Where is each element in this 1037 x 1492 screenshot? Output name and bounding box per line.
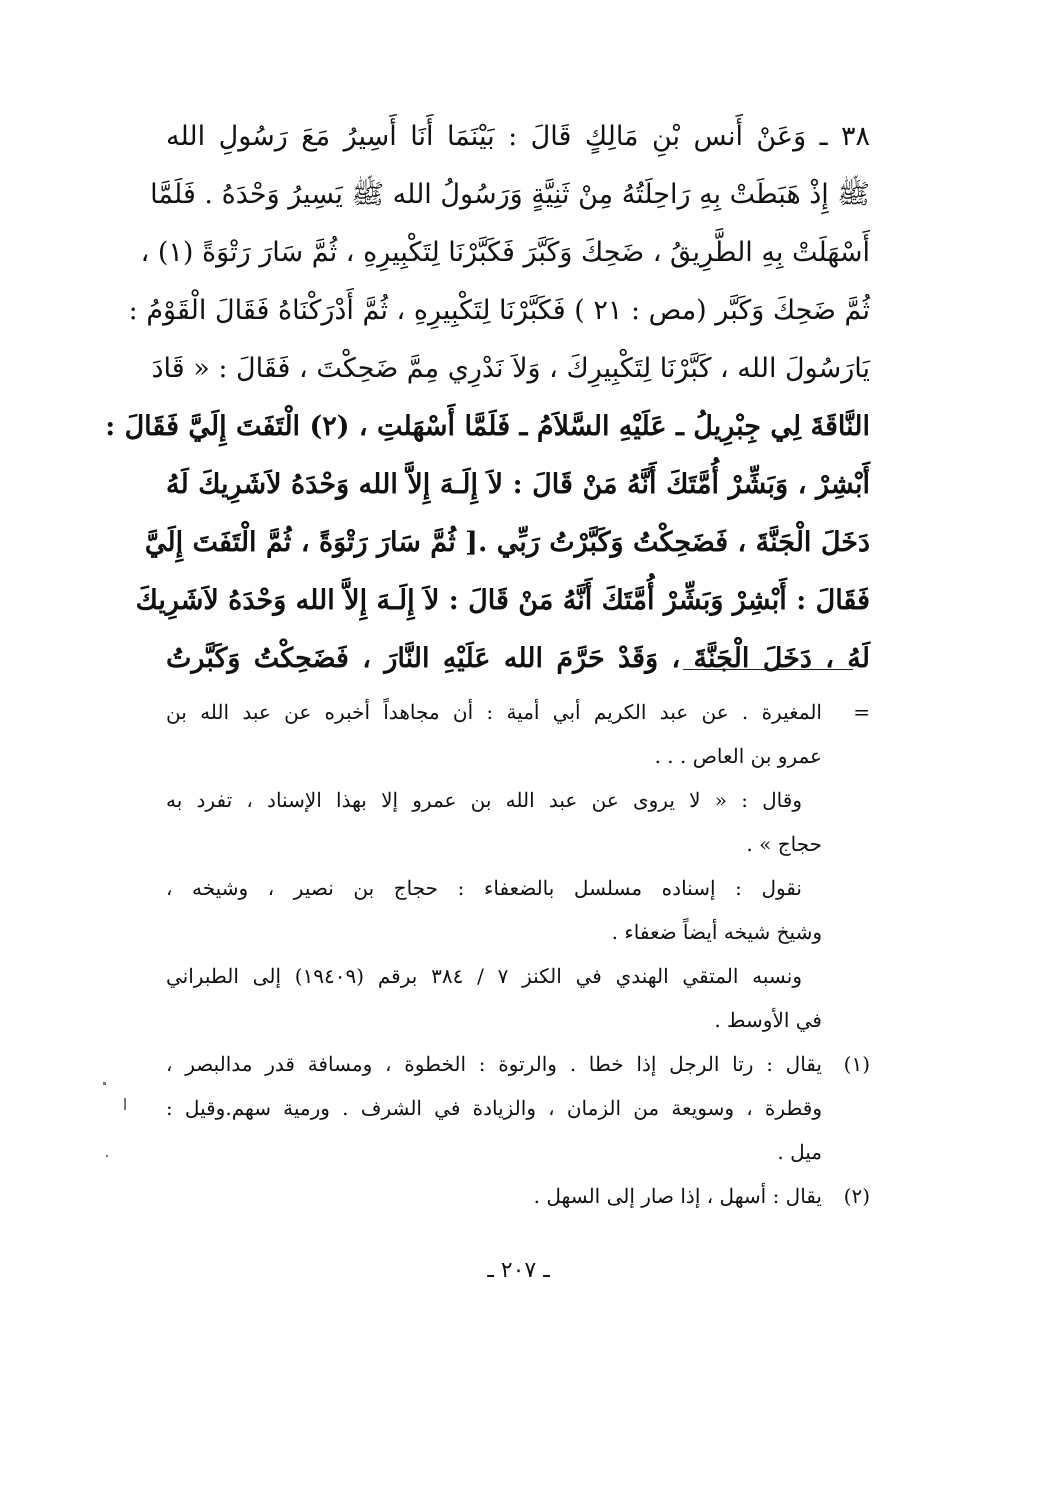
text-line-2: ﷺ إِذْ هَبَطَتْ بِهِ رَاحِلَتُهُ مِنْ ثَنِيَّةٍ وَرَسُولُ الله ﷺ يَسِيرُ وَحْدَهُ . فَلَمَّا (150, 179, 870, 210)
footnote-line: نقول : إسناده مسلسل بالضعفاء : حجاج بن نصير ، وشيخه ، (166, 876, 802, 900)
text-line-6: النَّاقَةَ لِي جِبْرِيلُ ـ عَلَيْهِ السَّلاَمُ ـ فَلَمَّا أَسْهَلتِ ، (٢) الْتَفَتَ إِلَيَّ فَقَالَ : (105, 411, 870, 442)
text-line-3: أَسْهَلَتْ بِهِ الطَّرِيقُ ، ضَحِكَ وَكَبَّرَ فَكَبَّرْنَا لِتَكْبِيرِهِ ، ثُمَّ سَارَ رَتْوَةً (١) ، (140, 237, 870, 268)
footnote-marker: = (853, 700, 870, 724)
footnote-continuation (166, 690, 870, 778)
text-line-7: أَبْشِرْ ، وَبَشِّرْ أُمَّتَكَ أَنَّهُ مَنْ قَالَ : لاَ إِلَـهَ إِلاَّ الله وَحْدَهُ لاَشَرِيكَ لَهُ (166, 469, 870, 500)
hadith-text (105, 108, 870, 688)
footnote-line: في الأوسط . (714, 1008, 822, 1032)
footnote-line: المغيرة . عن عبد الكريم أبي أمية : أن مجاهداً أخبره عن عبد الله بن (166, 700, 822, 724)
footnote-line: وشيخ شيخه أيضاً ضعفاء . (611, 920, 822, 944)
text-line-10: لَهُ ، دَخَلَ الْجَنَّةَ ، وَقَدْ حَرَّمَ الله عَلَيْهِ النَّارَ ، فَضَحِكْتُ وَكَبَّرتُ (166, 643, 870, 674)
footnote-line: حجاج » . (746, 832, 822, 856)
scan-speck (106, 1155, 108, 1157)
footnote-line: وقطرة ، وسويعة من الزمان ، والزيادة في الشرف . ورمية سهم.وقيل : (166, 1096, 822, 1120)
text-line-5: يَارَسُولَ الله ، كَبَّرْنَا لِتَكْبِيرِكَ ، وَلاَ نَدْرِي مِمَّ ضَحِكْتَ ، فَقَالَ : « قَادَ (151, 353, 870, 384)
footnote-line: ونسبه المتقي الهندي في الكنز ٧ / ٣٨٤ برقم (١٩٤٠٩) إلى الطبراني (166, 964, 803, 988)
scan-speck (124, 1098, 126, 1110)
footnotes (166, 690, 870, 1218)
text-line-8: دَخَلَ الْجَنَّةَ ، فَضَحِكْتُ وَكَبَّرْتُ رَبِّي .[ ثُمَّ سَارَ رَتْوَةً ، ثُمَّ الْتَفَتَ إِلَيَّ (144, 527, 870, 558)
footnote-paragraph (166, 866, 870, 954)
text-line-1: ٣٨ ـ وَعَنْ أَنس بْنِ مَالِكٍ قَالَ : بَيْنَمَا أَنَا أَسِيرُ مَعَ رَسُولِ الله (166, 121, 870, 152)
footnote-line: وقال : « لا يروى عن عبد الله بن عمرو إلا بهذا الإسناد ، تفرد به (166, 788, 802, 812)
text-line-9: فَقَالَ : أَبْشِرْ وَبَشِّرْ أُمَّتَكَ أَنَّهُ مَنْ قَالَ : لاَ إِلَـهَ إِلاَّ الله وَحْدَهُ لاَشَرِيكَ (135, 585, 870, 616)
footnote-line: يقال : رتا الرجل إذا خطا . والرتوة : الخطوة ، ومسافة قدر مدالبصر ، (166, 1052, 822, 1076)
footnote-number: (٢) (843, 1184, 870, 1208)
footnote-line: يقال : أسهل ، إذا صار إلى السهل . (533, 1184, 822, 1208)
footnote-2 (166, 1174, 870, 1218)
footnote-separator (683, 669, 853, 670)
page-number: ـ ٢٠٧ ـ (487, 1258, 550, 1283)
scan-speck (103, 1082, 106, 1085)
footnote-line: ميل . (777, 1140, 822, 1164)
footnote-1 (166, 1042, 870, 1174)
footnote-number: (١) (843, 1052, 870, 1076)
text-line-4: ثُمَّ ضَحِكَ وَكَبَّر (مص : ٢١ ) فَكَبَّرْنَا لِتَكْبِيرِهِ ، ثُمَّ أَدْرَكْنَاهُ فَقَالَ الْقَوْمُ : (128, 295, 870, 326)
footnote-paragraph (166, 954, 870, 1042)
footnote-paragraph (166, 778, 870, 866)
footnote-line: عمرو بن العاص . . . (654, 744, 822, 768)
